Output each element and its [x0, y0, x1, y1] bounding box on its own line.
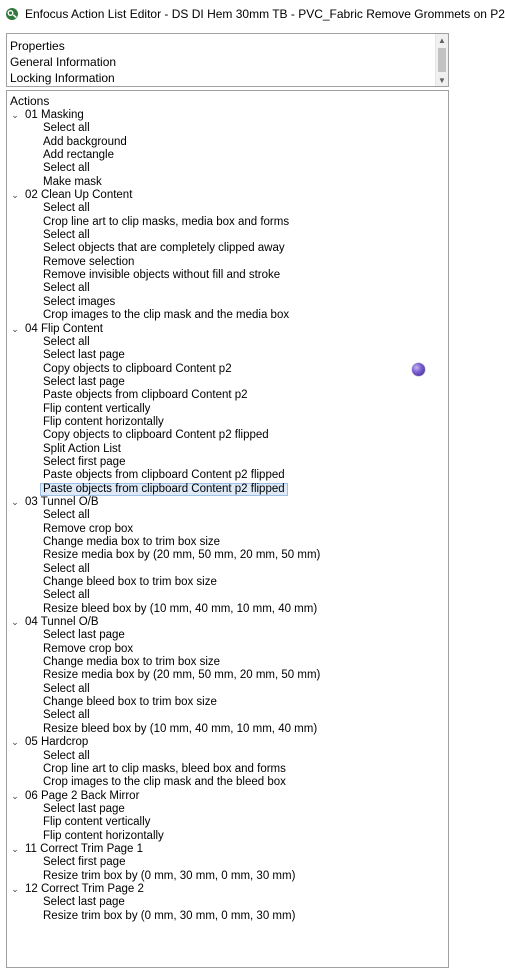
action-group-label: 02 Clean Up Content [25, 189, 133, 202]
action-group[interactable] [7, 323, 434, 336]
action-item[interactable] [7, 296, 434, 309]
action-item-label: Select last page [43, 896, 125, 909]
action-item[interactable] [7, 870, 434, 883]
action-item-label: Select all [43, 562, 90, 575]
action-item-label: Crop line art to clip masks, bleed box and forms [43, 762, 286, 775]
window-title: Enfocus Action List Editor - DS DI Hem 30mm TB - PVC_Fabric Remove Grommets on P2 [25, 6, 505, 21]
action-item-label: Select all [43, 335, 90, 348]
action-item-label: Flip content horizontally [43, 829, 164, 842]
action-item-label: Remove crop box [43, 522, 134, 535]
title-bar [0, 0, 505, 27]
action-item[interactable] [7, 709, 434, 722]
action-item[interactable] [7, 176, 434, 189]
action-group-label: 01 Masking [25, 109, 84, 121]
action-item[interactable] [7, 776, 434, 789]
action-item-label: Change bleed box to trim box size [43, 576, 217, 589]
action-item[interactable] [7, 656, 434, 669]
action-item[interactable] [7, 803, 434, 816]
action-item[interactable] [7, 563, 434, 576]
action-item-label: Select all [43, 709, 90, 722]
chevron-down-icon[interactable]: ⌄ [11, 496, 19, 507]
action-item-label: Change bleed box to trim box size [43, 696, 217, 709]
action-item-label: Select all [43, 122, 90, 135]
action-item-label: Split Action List [43, 442, 121, 455]
action-item-label: Change media box to trim box size [43, 656, 221, 669]
action-group-label: 06 Page 2 Back Mirror [25, 789, 140, 802]
scroll-down-arrow-icon[interactable]: ▼ [438, 75, 446, 85]
action-item[interactable] [7, 523, 434, 536]
chevron-down-icon[interactable]: ⌄ [11, 737, 19, 748]
action-item-label: Add background [43, 135, 127, 148]
action-item[interactable] [7, 216, 434, 229]
action-group-label: 04 Tunnel O/B [25, 616, 99, 629]
action-item[interactable] [7, 603, 434, 616]
action-item-label: Remove selection [43, 255, 135, 268]
chevron-down-icon[interactable]: ⌄ [11, 843, 19, 854]
action-item-label: Select all [43, 589, 90, 602]
action-item[interactable] [7, 429, 434, 442]
action-item-label: Select all [43, 162, 90, 175]
action-group-label: 11 Correct Trim Page 1 [25, 842, 144, 855]
chevron-down-icon[interactable]: ⌄ [11, 323, 19, 334]
action-item[interactable] [7, 162, 434, 175]
action-item-label: Crop line art to clip masks, media box and forms [43, 215, 290, 228]
action-item-label: Add rectangle [43, 149, 114, 162]
action-item-label: Select last page [43, 349, 125, 362]
action-item[interactable] [7, 456, 434, 469]
action-item-label: Select all [43, 282, 90, 295]
action-item[interactable] [7, 723, 434, 736]
action-item[interactable] [7, 403, 434, 416]
action-item[interactable] [7, 576, 434, 589]
properties-panel [6, 33, 449, 87]
action-item-label: Make mask [43, 175, 102, 188]
action-item[interactable] [7, 509, 434, 522]
chevron-down-icon[interactable]: ⌄ [11, 883, 19, 894]
properties-item-general-information[interactable]: General Information [10, 55, 117, 69]
chevron-down-icon[interactable]: ⌄ [11, 110, 19, 120]
actions-header: Actions [10, 94, 50, 108]
action-group-label: 03 Tunnel O/B [25, 495, 99, 508]
action-item-label: Resize media box by (20 mm, 50 mm, 20 mm, 50 mm) [43, 669, 321, 682]
actions-panel [6, 90, 449, 968]
action-item-label: Select last page [43, 375, 125, 388]
action-item[interactable] [7, 136, 434, 149]
action-item-label: Paste objects from clipboard Content p2 flipped [43, 469, 285, 482]
action-item-label: Remove crop box [43, 642, 134, 655]
action-item-label: Change media box to trim box size [43, 536, 221, 548]
chevron-down-icon[interactable]: ⌄ [11, 790, 19, 801]
action-item-label: Select last page [43, 629, 125, 642]
action-item[interactable] [7, 416, 434, 429]
action-item[interactable] [7, 536, 434, 549]
action-item[interactable] [7, 336, 434, 349]
action-item[interactable] [7, 683, 434, 696]
action-item-label: Select all [43, 202, 90, 215]
action-item-label: Select first page [43, 856, 126, 869]
action-group[interactable] [7, 843, 434, 856]
action-item[interactable] [7, 229, 434, 242]
actions-scrollbar[interactable] [436, 91, 448, 967]
action-item[interactable] [7, 122, 434, 135]
action-item[interactable] [7, 269, 434, 282]
action-group-label: 04 Flip Content [25, 322, 103, 335]
enfocus-app-icon [5, 7, 19, 21]
action-group[interactable] [7, 189, 434, 202]
action-item[interactable] [7, 830, 434, 843]
action-item-label: Resize bleed box by (10 mm, 40 mm, 10 mm, 40 mm) [43, 602, 318, 615]
action-item[interactable] [7, 349, 434, 362]
chevron-down-icon[interactable]: ⌄ [11, 617, 19, 628]
scroll-up-arrow-icon[interactable]: ▲ [438, 35, 446, 45]
action-item[interactable] [7, 856, 434, 869]
action-item[interactable] [7, 589, 434, 602]
action-group-label: 05 Hardcrop [25, 736, 89, 749]
action-item-label: Resize media box by (20 mm, 50 mm, 20 mm, 50 mm) [43, 549, 321, 562]
action-item-label: Select objects that are completely clipped away [43, 242, 285, 255]
properties-scroll-thumb[interactable] [438, 48, 446, 72]
actions-tree [7, 91, 434, 967]
action-item[interactable] [7, 910, 434, 923]
action-item[interactable] [7, 309, 434, 322]
action-item[interactable] [7, 896, 434, 909]
action-group-label: 12 Correct Trim Page 2 [25, 882, 144, 895]
action-item[interactable] [7, 643, 434, 656]
action-item-label: Remove invisible objects without fill and stroke [43, 269, 281, 282]
action-item-label: Crop images to the clip mask and the media box [43, 309, 290, 322]
action-item[interactable] [7, 469, 434, 482]
action-item-label: Select all [43, 509, 90, 522]
action-item[interactable] [7, 256, 434, 269]
action-group[interactable] [7, 109, 434, 122]
action-item[interactable] [7, 696, 434, 709]
action-item[interactable] [7, 202, 434, 215]
action-item-label: Select all [43, 749, 90, 762]
action-item-label: Select all [43, 229, 90, 242]
action-item[interactable] [7, 376, 434, 389]
action-item[interactable] [7, 242, 434, 255]
action-item[interactable] [7, 763, 434, 776]
action-item[interactable] [7, 389, 434, 402]
properties-scrollbar[interactable] [435, 34, 448, 86]
action-item[interactable] [7, 549, 434, 562]
action-item-label: Paste objects from clipboard Content p2 flipped [40, 483, 288, 496]
action-item-label: Flip content horizontally [43, 415, 164, 428]
action-item[interactable] [7, 363, 434, 376]
floating-orb-icon[interactable] [412, 363, 425, 376]
action-group[interactable] [7, 496, 434, 509]
action-item-label: Select images [43, 295, 116, 308]
properties-header: Properties [10, 39, 65, 53]
action-item-label: Copy objects to clipboard Content p2 [43, 362, 232, 375]
action-group[interactable] [7, 736, 434, 749]
action-item[interactable] [7, 282, 434, 295]
chevron-down-icon[interactable]: ⌄ [11, 190, 19, 201]
action-item[interactable] [7, 629, 434, 642]
action-item-label: Flip content vertically [43, 402, 151, 415]
action-item-label: Select first page [43, 455, 126, 468]
action-group[interactable] [7, 790, 434, 803]
action-item-label: Resize trim box by (0 mm, 30 mm, 0 mm, 30 mm) [43, 869, 296, 882]
action-item[interactable] [7, 443, 434, 456]
action-item-label: Resize bleed box by (10 mm, 40 mm, 10 mm, 40 mm) [43, 722, 318, 735]
action-item[interactable] [7, 483, 434, 496]
action-item[interactable] [7, 750, 434, 763]
action-item-label: Resize trim box by (0 mm, 30 mm, 0 mm, 30 mm) [43, 909, 296, 922]
action-item-label: Select last page [43, 802, 125, 815]
action-group[interactable] [7, 616, 434, 629]
action-item[interactable] [7, 816, 434, 829]
action-item-label: Paste objects from clipboard Content p2 [43, 389, 248, 402]
action-item[interactable] [7, 149, 434, 162]
action-item-label: Crop images to the clip mask and the bleed box [43, 776, 286, 789]
action-item-label: Flip content vertically [43, 816, 151, 829]
action-item-label: Select all [43, 682, 90, 695]
action-item-label: Copy objects to clipboard Content p2 flipped [43, 429, 269, 442]
properties-item-locking-information[interactable]: Locking Information [10, 71, 115, 85]
action-item[interactable] [7, 669, 434, 682]
action-group[interactable] [7, 883, 434, 896]
